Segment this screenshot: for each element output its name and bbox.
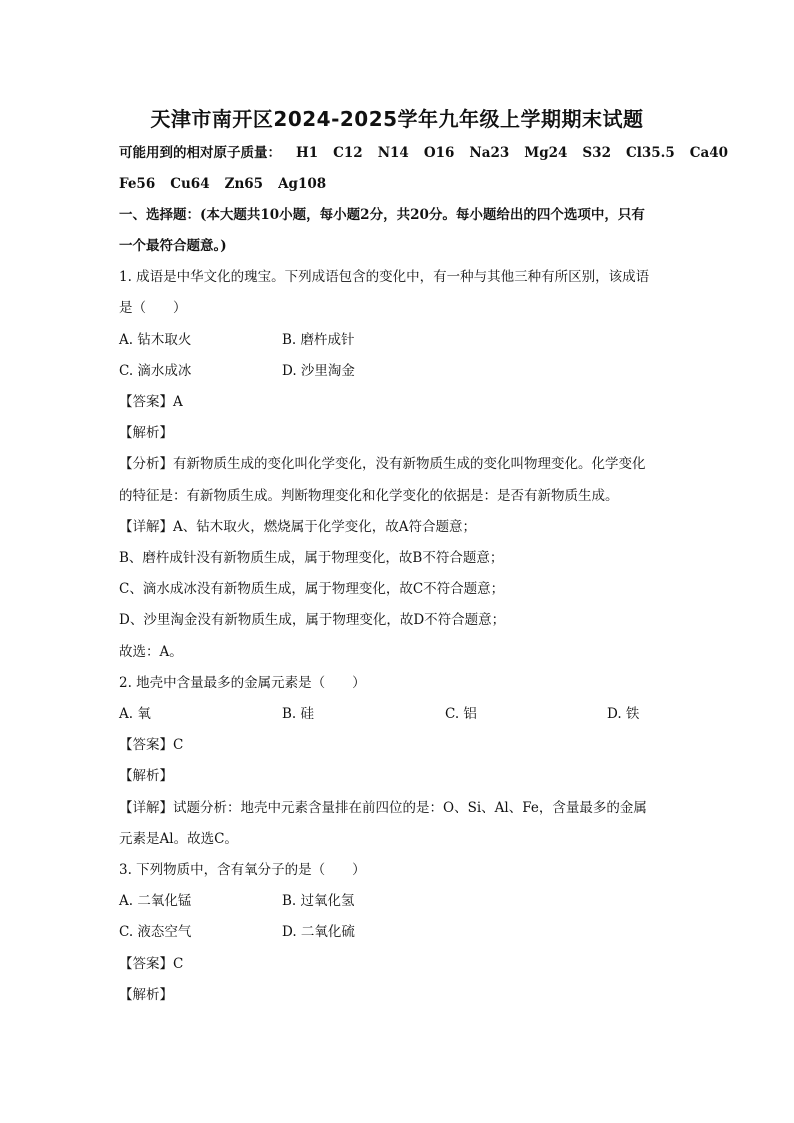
question-3-option-d: D. 二氧化硫 xyxy=(282,924,355,940)
question-3-analysis-label: 【解析】 xyxy=(119,987,173,1003)
question-2-answer: 【答案】C xyxy=(119,737,184,753)
atomic-mass: H1 xyxy=(296,145,319,161)
question-1-fenxi: 【分析】有新物质生成的变化叫化学变化，没有新物质生成的变化叫物理变化。化学变化 xyxy=(119,456,646,472)
atomic-mass: Cu64 xyxy=(170,176,210,192)
question-1-option-d: D. 沙里淘金 xyxy=(282,363,355,379)
question-2-option-b: B. 硅 xyxy=(282,706,315,722)
atomic-mass: Ca40 xyxy=(689,145,729,161)
section-heading-cont: 一个最符合题意。) xyxy=(119,238,227,254)
question-2-option-c: C. 铝 xyxy=(445,706,477,722)
question-1-option-b: B. 磨杵成针 xyxy=(282,332,355,348)
question-2-analysis-label: 【解析】 xyxy=(119,768,173,784)
question-2-detail-cont: 元素是Al。故选C。 xyxy=(119,831,238,847)
atomic-mass: Mg24 xyxy=(524,145,568,161)
atomic-mass: N14 xyxy=(377,145,409,161)
question-1-analysis-label: 【解析】 xyxy=(119,425,173,441)
atomic-mass: C12 xyxy=(333,145,363,161)
atomic-mass-line-1 xyxy=(119,143,743,163)
atomic-mass: Cl35.5 xyxy=(625,145,675,161)
question-1-detail: D、沙里淘金没有新物质生成，属于物理变化，故D不符合题意； xyxy=(119,612,506,628)
question-1-stem-cont: 是（ ） xyxy=(119,300,187,316)
atomic-mass: Zn65 xyxy=(224,176,264,192)
question-1-fenxi-cont: 的特征是：有新物质生成。判断物理变化和化学变化的依据是：是否有新物质生成。 xyxy=(119,488,619,504)
question-1-detail: B、磨杵成针没有新物质生成，属于物理变化，故B不符合题意； xyxy=(119,550,504,566)
atomic-mass: O16 xyxy=(423,145,455,161)
question-3-option-c: C. 液态空气 xyxy=(119,924,192,940)
question-3-stem: 3. 下列物质中，含有氧分子的是（ ） xyxy=(119,862,366,878)
question-1-answer: 【答案】A xyxy=(119,394,183,410)
section-heading: 一、选择题：(本大题共10小题，每小题2分，共20分。每小题给出的四个选项中，只有 xyxy=(119,207,645,223)
atomic-mass: Na23 xyxy=(469,145,510,161)
page-title: 天津市南开区2024-2025学年九年级上学期期末试题 xyxy=(150,107,644,131)
question-1-option-a: A. 钻木取火 xyxy=(119,332,192,348)
question-2-detail: 【详解】试题分析：地壳中元素含量排在前四位的是：O、Si、Al、Fe，含量最多的金属 xyxy=(119,800,647,816)
question-1-option-c: C. 滴水成冰 xyxy=(119,363,192,379)
question-3-option-a: A. 二氧化锰 xyxy=(119,893,192,909)
atomic-mass: Fe56 xyxy=(119,176,156,192)
question-1-stem: 1. 成语是中华文化的瑰宝。下列成语包含的变化中，有一种与其他三种有所区别，该成语 xyxy=(119,269,650,285)
question-1-detail: C、滴水成冰没有新物质生成，属于物理变化，故C不符合题意； xyxy=(119,581,505,597)
question-1-detail: 【详解】A、钻木取火，燃烧属于化学变化，故A符合题意； xyxy=(119,519,476,535)
atomic-mass-label: 可能用到的相对原子质量： xyxy=(119,145,281,161)
question-2-option-a: A. 氧 xyxy=(119,706,151,722)
atomic-mass: Ag108 xyxy=(278,176,327,192)
question-3-option-b: B. 过氧化氢 xyxy=(282,893,355,909)
question-3-answer: 【答案】C xyxy=(119,956,184,972)
question-2-stem: 2. 地壳中含量最多的金属元素是（ ） xyxy=(119,675,366,691)
question-1-conclusion: 故选：A。 xyxy=(119,644,183,660)
question-2-option-d: D. 铁 xyxy=(607,706,640,722)
atomic-mass-line-2 xyxy=(119,174,341,194)
atomic-mass: S32 xyxy=(582,145,611,161)
